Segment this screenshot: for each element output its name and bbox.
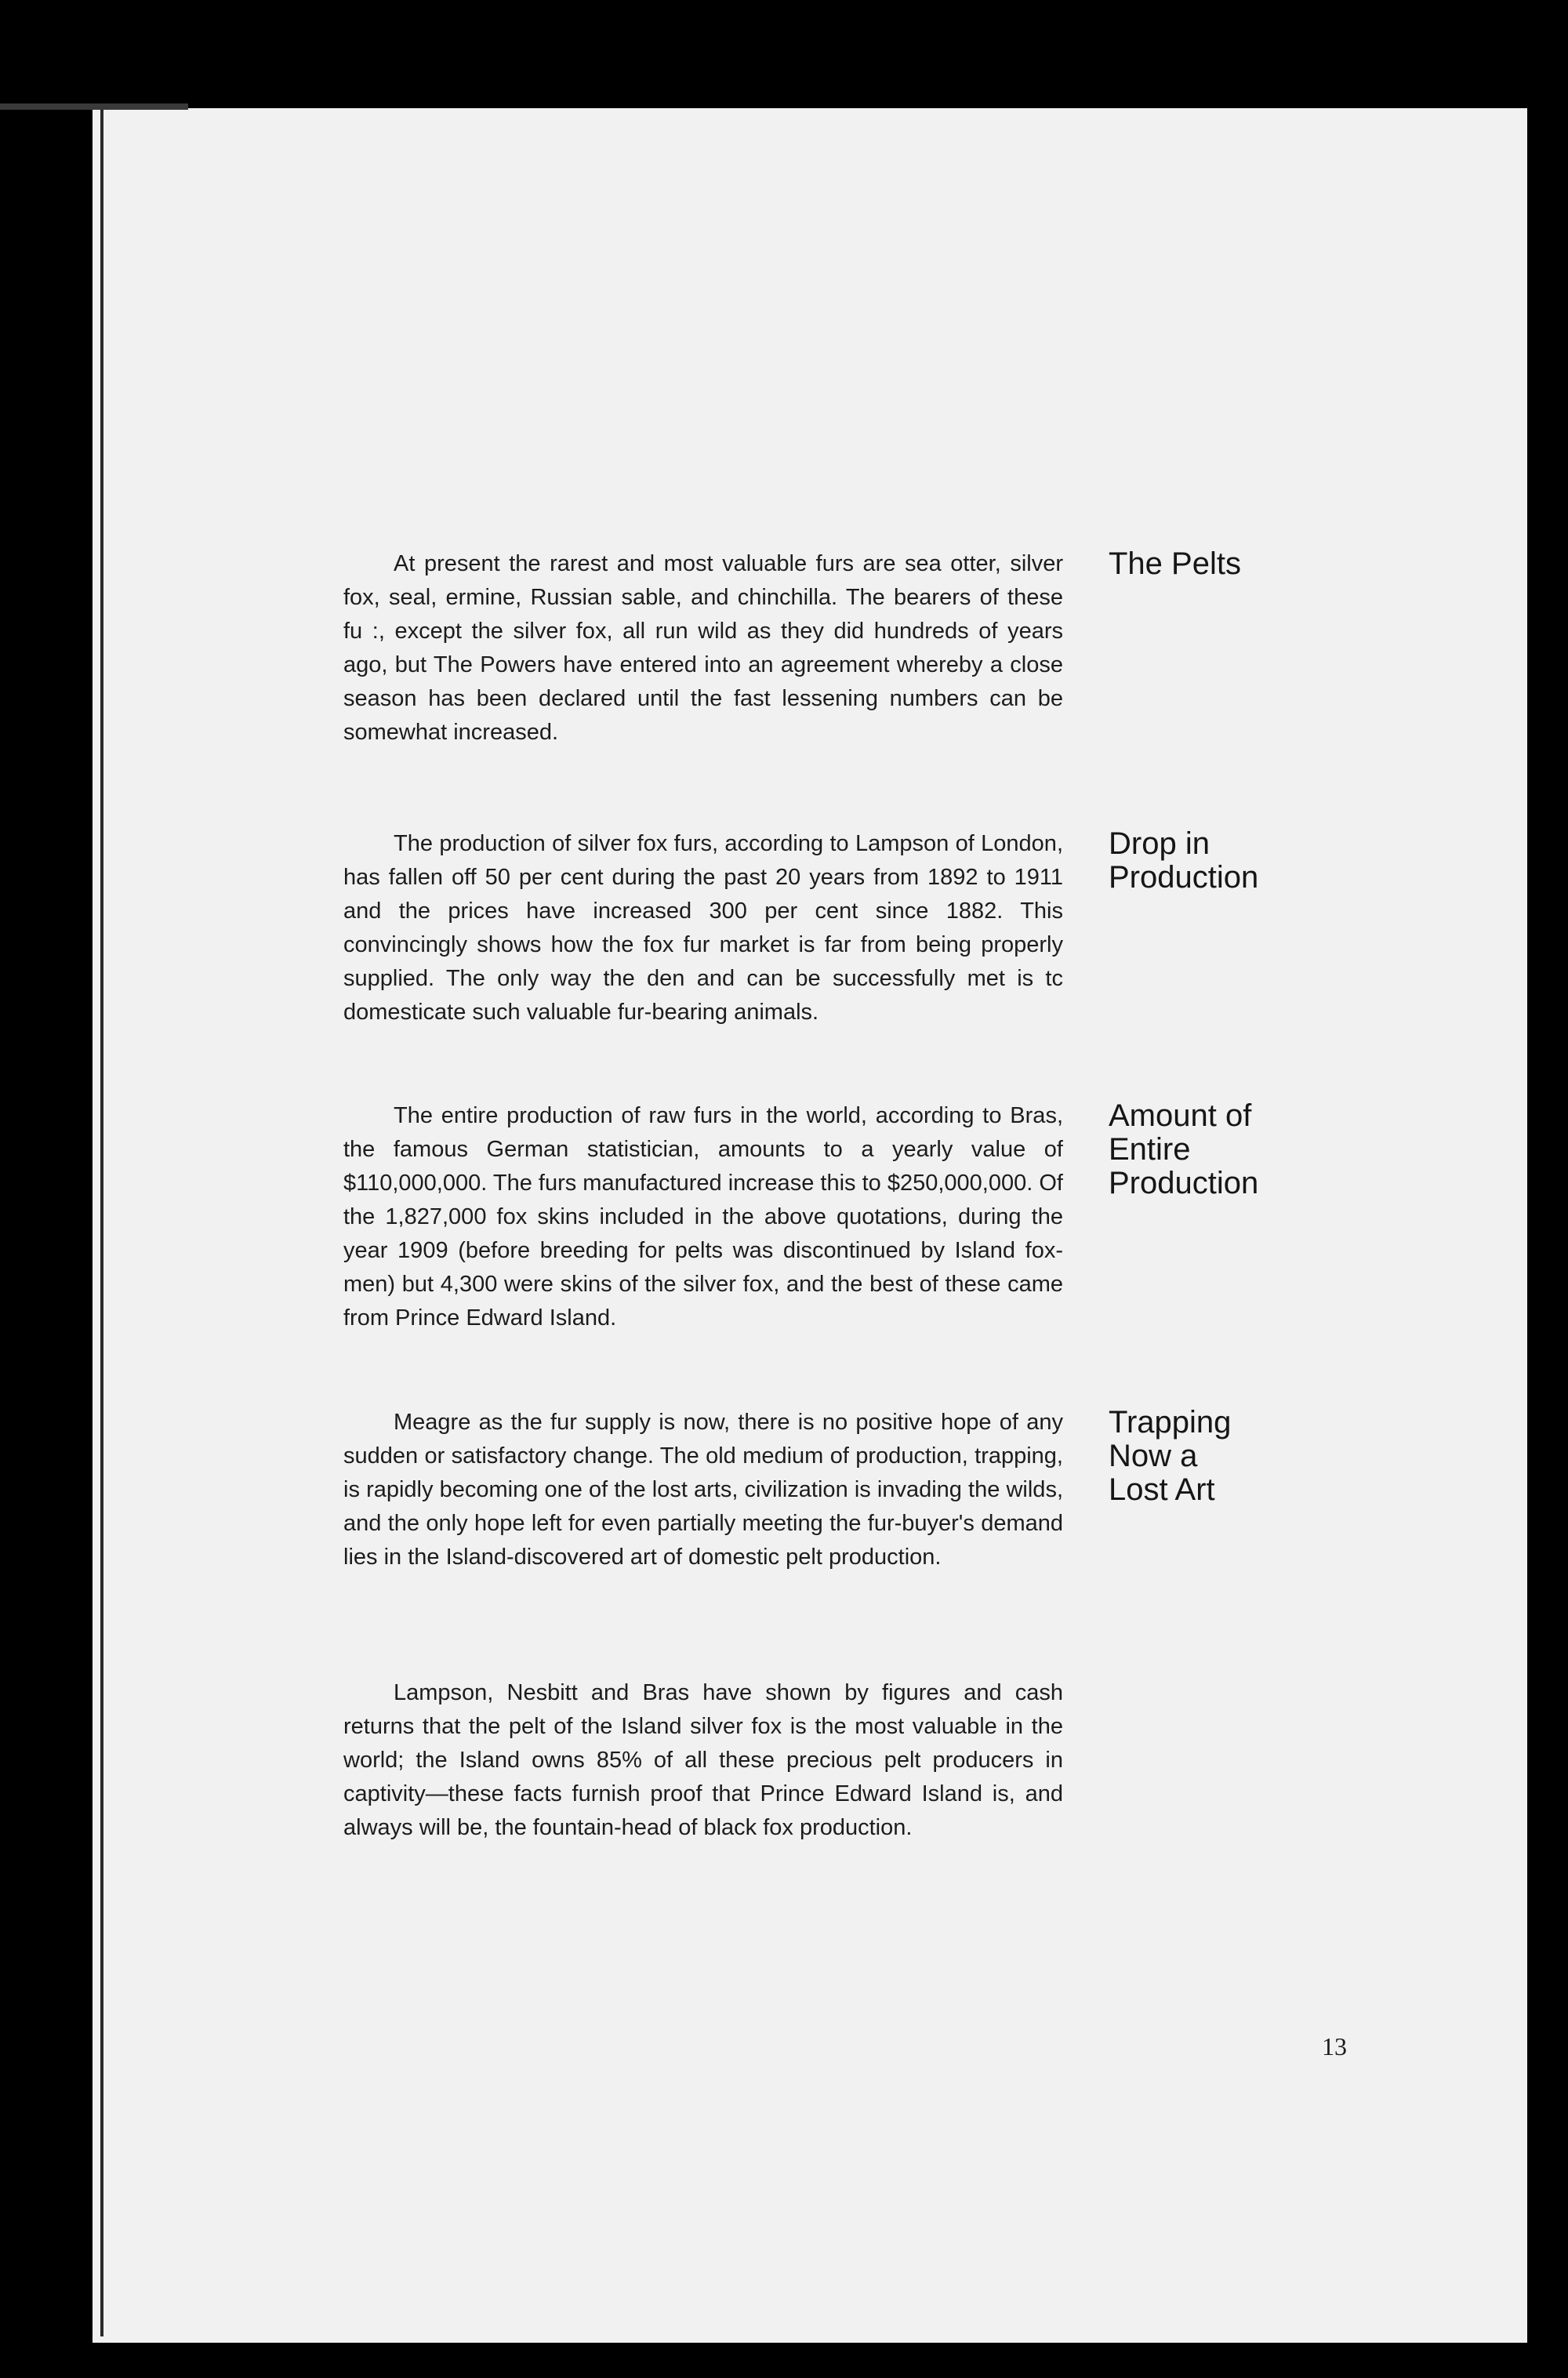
side-heading-drop-in-production: Drop in Production — [1109, 826, 1259, 895]
side-heading-the-pelts: The Pelts — [1109, 546, 1241, 581]
side-heading-amount-of-entire-production: Amount of Entire Production — [1109, 1098, 1259, 1200]
paragraph-amount-of-entire-production: The entire production of raw furs in the world, according to Bras, the famous German statistician, amounts to a yearly value of $110,000,000. The furs manufactured increase this to $250,000,000. Of the 1,827,000 fox skins included in the above quotations, during the year 1909 (before breeding for pelts was discontinued by Island fox-men) but 4,300 were skins of the silver fox, and the best of these came from Prince Edward Island. — [343, 1103, 1063, 1331]
paragraph-closing: Lampson, Nesbitt and Bras have shown by figures and cash returns that the pelt of the Island silver fox is the most valuable in the world; the Island owns 85% of all these precious pelt producers in captivity—these facts furnish proof that Prince Edward Island is, and always will be, the fountain-head of black fox production. — [343, 1680, 1063, 1840]
top-edge-rule — [0, 103, 188, 110]
binding-edge-line — [100, 110, 103, 2336]
page-number: 13 — [1322, 2032, 1347, 2060]
document-page — [93, 108, 1527, 2343]
paragraph-the-pelts: At present the rarest and most valuable furs are sea otter, silver fox, seal, ermine, Russian sable, and chinchilla. The bearers of these fu :, except the silver fox, all run wild as they did hundreds of years ago, but The Powers have entered into an agreement whereby a close season has been declared until the fast lessening numbers can be somewhat increased. — [343, 551, 1063, 745]
side-heading-trapping-now-a-lost-art: Trapping Now a Lost Art — [1109, 1405, 1232, 1507]
paragraph-trapping-now-a-lost-art: Meagre as the fur supply is now, there is no positive hope of any sudden or satisfactory change. The old medium of production, trapping, is rapidly becoming one of the lost arts, civilization is invading the wilds, and the only hope left for even partially meeting the fur-buyer's demand lies in the Island-discovered art of domestic pelt production. — [343, 1410, 1063, 1570]
paragraph-drop-in-production: The production of silver fox furs, according to Lampson of London, has fallen off 50 per cent during the past 20 years from 1892 to 1911 and the prices have increased 300 per cent since 1882. This convincingly shows how the fox fur market is far from being properly supplied. The only way the den and can be successfully met is tc domesticate such valuable fur-bearing animals. — [343, 831, 1063, 1025]
